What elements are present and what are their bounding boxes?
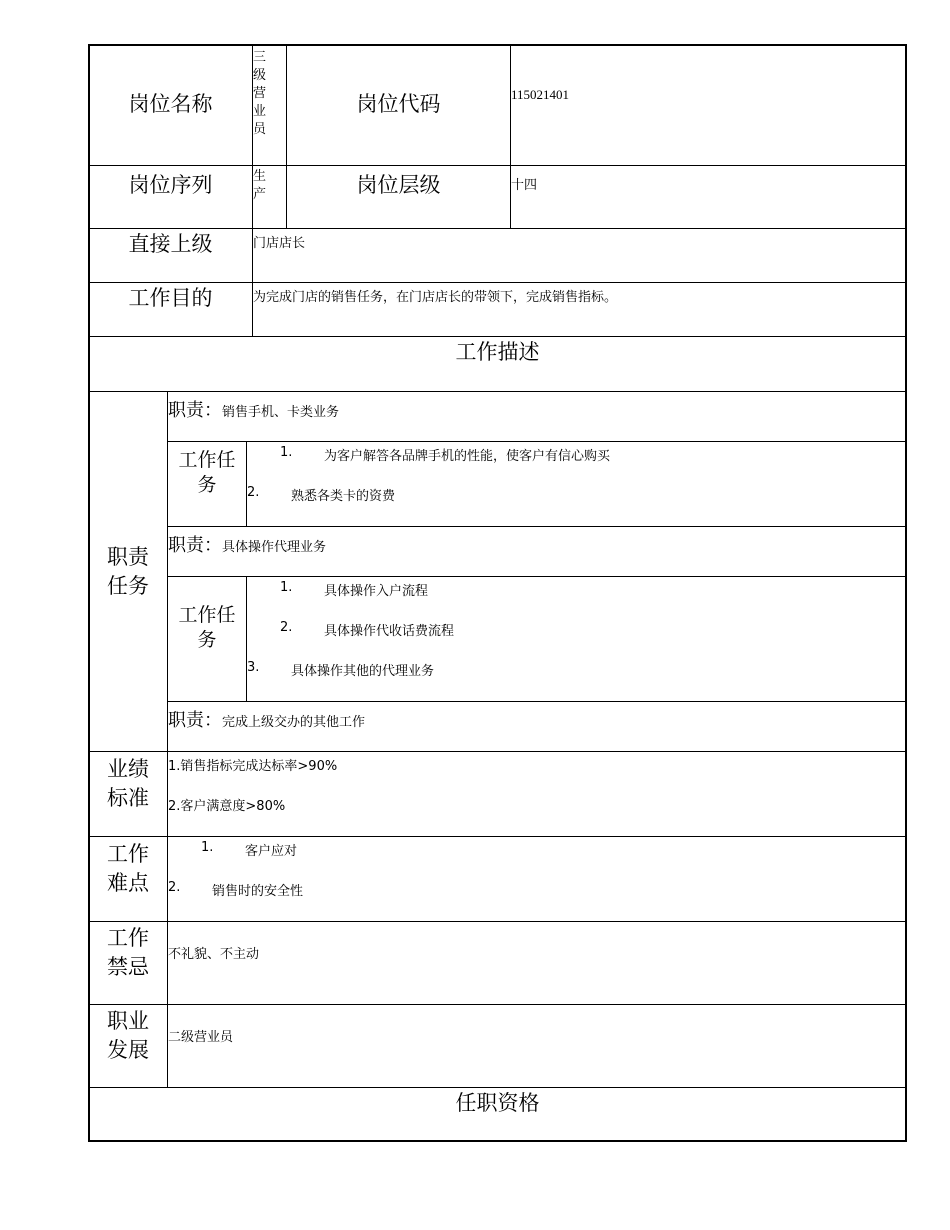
difficulties-value-cell xyxy=(167,836,907,922)
taboos-value-cell xyxy=(167,921,907,1005)
position-name-value-cell xyxy=(252,44,287,166)
sequence-label xyxy=(88,165,253,229)
level-value-cell xyxy=(510,165,907,229)
position-code-label xyxy=(286,44,511,166)
difficulties-label-cell xyxy=(88,836,168,922)
purpose-label xyxy=(88,282,253,337)
position-name-label xyxy=(88,44,253,166)
performance-value-cell xyxy=(167,751,907,837)
career-label: 职业发展 xyxy=(107,1009,149,1062)
duty-3-row xyxy=(167,701,907,752)
position-code-label-text: 岗位代码 xyxy=(356,92,441,117)
duty-2-task-2-num: 2. xyxy=(280,620,293,635)
duty-2-line xyxy=(168,531,326,557)
performance-item-1: 1.销售指标完成达标率>90% xyxy=(168,759,338,774)
duty-2-task-1-text: 具体操作入户流程 xyxy=(324,584,429,599)
sequence-value: 生产 xyxy=(253,169,267,202)
duty-1-row xyxy=(167,391,907,442)
purpose-value: 为完成门店的销售任务，在门店店长的带领下，完成销售指标。 xyxy=(253,290,618,305)
position-code-value-cell xyxy=(510,44,907,166)
level-value: 十四 xyxy=(511,178,538,193)
level-label-text: 岗位层级 xyxy=(356,173,441,197)
taboos-label: 工作禁忌 xyxy=(107,926,149,979)
position-name-label-text: 岗位名称 xyxy=(128,92,213,117)
duty-2-row xyxy=(167,526,907,577)
duty-2-prefix: 职责： xyxy=(168,535,222,556)
taboos-value: 不礼貌、不主动 xyxy=(168,947,260,962)
superior-value-cell xyxy=(252,228,907,283)
difficulty-1-text: 客户应对 xyxy=(245,844,298,859)
level-label xyxy=(286,165,511,229)
difficulties-label: 工作难点 xyxy=(107,842,149,895)
qualifications-header xyxy=(88,1087,907,1142)
duty-2-task-label-cell xyxy=(167,576,247,702)
work-description-header xyxy=(88,336,907,392)
performance-label-cell xyxy=(88,751,168,837)
purpose-value-cell xyxy=(252,282,907,337)
responsibilities-label: 职责任务 xyxy=(107,544,149,598)
taboos-label-cell xyxy=(88,921,168,1005)
duty-2-task-label: 工作任务 xyxy=(178,604,236,651)
performance-label: 业绩标准 xyxy=(107,757,149,810)
duty-2-tasks-cell xyxy=(246,576,907,702)
superior-label-text: 直接上级 xyxy=(128,232,213,256)
duty-1-task-label-cell xyxy=(167,441,247,527)
duty-1-line xyxy=(168,396,339,422)
qualifications-title: 任职资格 xyxy=(455,1091,540,1115)
difficulty-2-text: 销售时的安全性 xyxy=(212,884,304,899)
duty-1-prefix: 职责： xyxy=(168,400,222,421)
duty-2-task-1-num: 1. xyxy=(280,580,293,595)
duty-2-title: 具体操作代理业务 xyxy=(222,540,327,555)
duty-1-title: 销售手机、卡类业务 xyxy=(222,405,340,420)
sequence-value-cell xyxy=(252,165,287,229)
career-value-cell xyxy=(167,1004,907,1088)
difficulty-1-num: 1. xyxy=(201,840,214,855)
duty-3-prefix: 职责： xyxy=(168,710,222,731)
duty-1-task-1-text: 为客户解答各品牌手机的性能，使客户有信心购买 xyxy=(324,449,611,464)
performance-item-2: 2.客户满意度>80% xyxy=(168,799,286,814)
duty-3-title: 完成上级交办的其他工作 xyxy=(222,715,366,730)
position-name-value: 三级营业员 xyxy=(253,50,267,137)
duty-1-tasks-cell xyxy=(246,441,907,527)
duty-2-task-3-num: 3. xyxy=(247,660,260,675)
duty-1-task-label: 工作任务 xyxy=(178,449,236,496)
purpose-label-text: 工作目的 xyxy=(128,286,213,310)
superior-label xyxy=(88,228,253,283)
duty-3-line xyxy=(168,706,365,732)
work-description-title: 工作描述 xyxy=(455,340,540,364)
superior-value: 门店店长 xyxy=(253,236,306,251)
position-code-value: 115021401 xyxy=(511,87,570,102)
duty-1-task-2-num: 2. xyxy=(247,485,260,500)
responsibilities-label-cell xyxy=(88,391,168,752)
duty-2-task-3-text: 具体操作其他的代理业务 xyxy=(291,664,435,679)
duty-1-task-1-num: 1. xyxy=(280,445,293,460)
duty-1-task-2-text: 熟悉各类卡的资费 xyxy=(291,489,396,504)
sequence-label-text: 岗位序列 xyxy=(128,173,213,197)
duty-2-task-2-text: 具体操作代收话费流程 xyxy=(324,624,455,639)
career-label-cell xyxy=(88,1004,168,1088)
difficulty-2-num: 2. xyxy=(168,880,181,895)
career-value: 二级营业员 xyxy=(168,1030,234,1045)
